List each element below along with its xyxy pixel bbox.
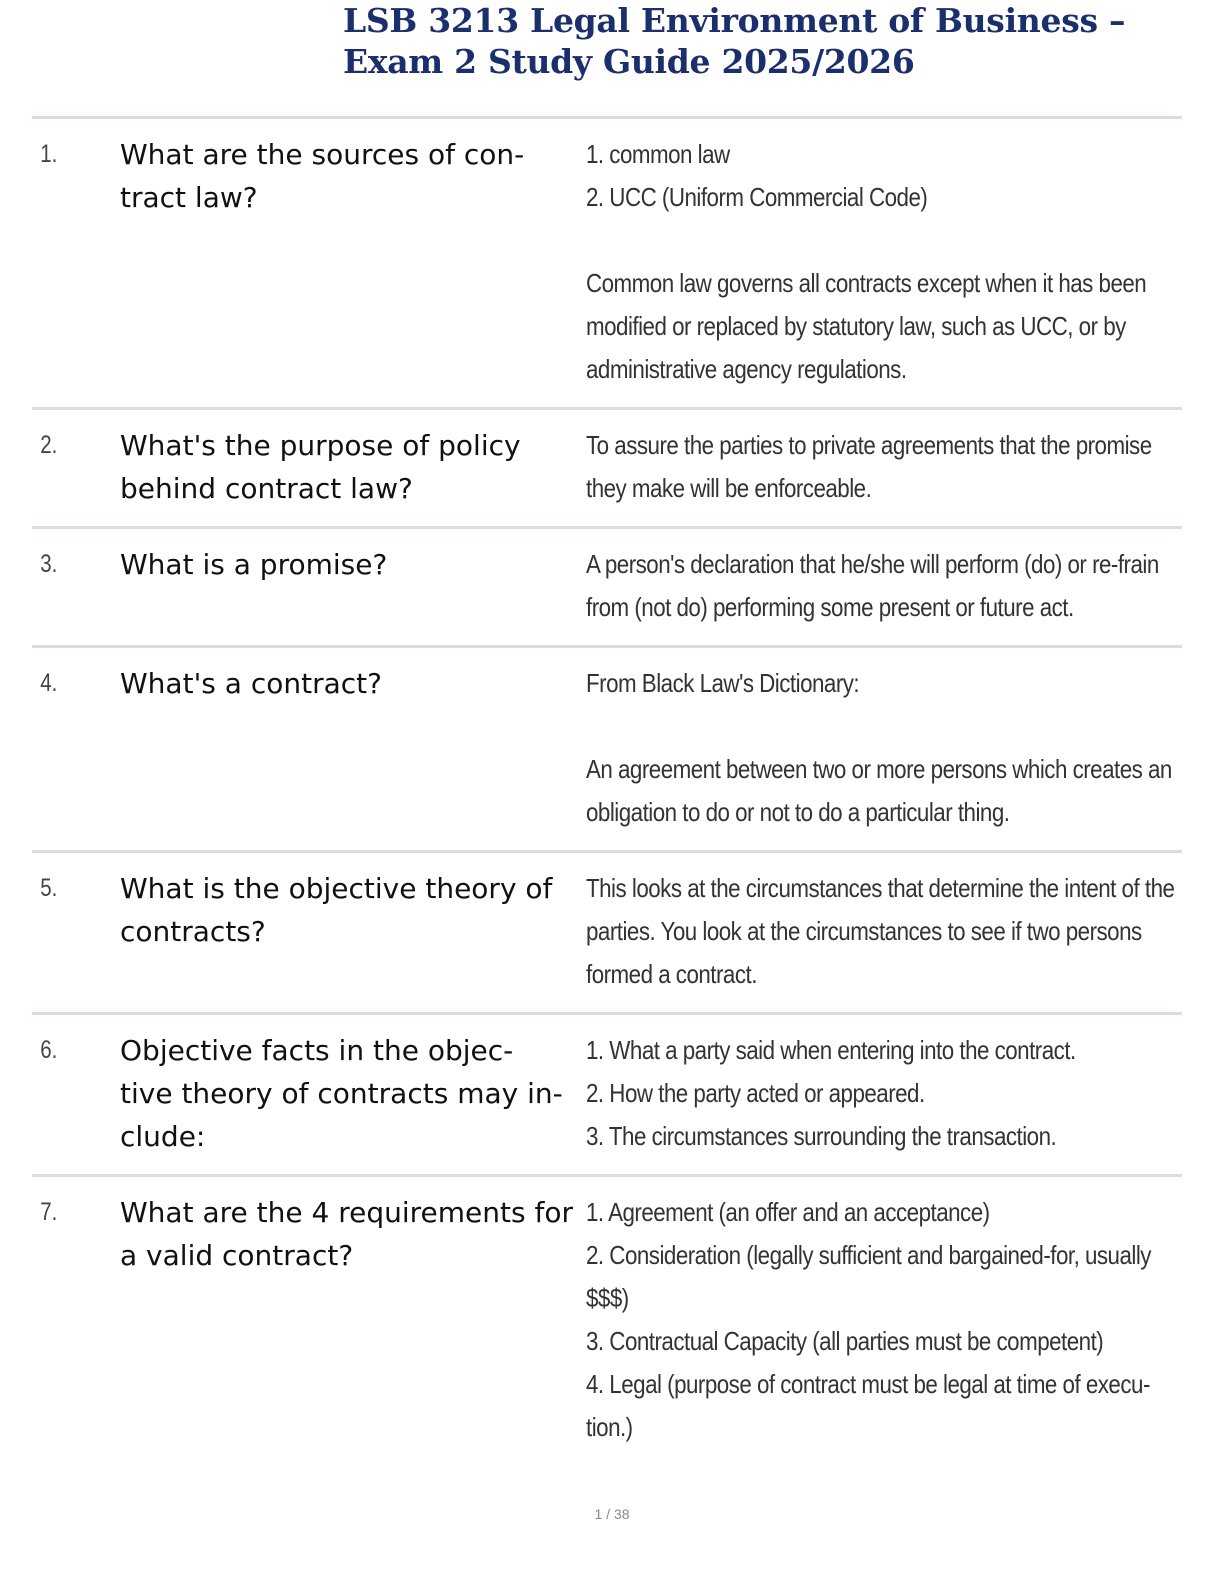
- item-number: 7.: [40, 1198, 58, 1226]
- title-line-1: LSB 3213 Legal Environment of Business –: [343, 1, 1126, 40]
- item-number: 6.: [40, 1036, 58, 1064]
- answer-text: A person's declaration that he/she will perform (do) or re-frain from (not do) performing some present or future act.: [586, 549, 1159, 622]
- answer-text: This looks at the circumstances that determine the intent of the parties. You look at the circumstances to see if two persons formed a contract.: [586, 873, 1175, 989]
- page-title: [343, 0, 1203, 82]
- answer-text: 1. What a party said when entering into the contract. 2. How the party acted or appeared. 3. The circumstances surrounding the transaction.: [586, 1035, 1076, 1151]
- question-text: What are the sources of con- tract law?: [120, 138, 525, 214]
- item-number: 5.: [40, 874, 58, 902]
- question-text: Objective facts in the objec- tive theory of contracts may in- clude:: [120, 1034, 563, 1153]
- item-number: 1.: [40, 140, 58, 168]
- item-number: 3.: [40, 550, 58, 578]
- question-text: What's a contract?: [120, 667, 382, 700]
- question-text: What is the objective theory of contracts?: [120, 872, 553, 948]
- flashcard-row: [32, 529, 1182, 648]
- question-text: What's the purpose of policy behind contract law?: [120, 429, 521, 505]
- flashcard-row: [32, 119, 1182, 410]
- item-number: 4.: [40, 669, 58, 697]
- answer-text: 1. common law 2. UCC (Uniform Commercial Code) Common law governs all contracts except when it has been modified or replaced by statutory law, such as UCC, or by administrative agency regulations.: [586, 139, 1147, 384]
- title-line-2: Exam 2 Study Guide 2025/2026: [343, 42, 915, 81]
- flashcard-row: [32, 410, 1182, 529]
- item-number: 2.: [40, 431, 58, 459]
- answer-text: 1. Agreement (an offer and an acceptance) 2. Consideration (legally sufficient and bargained-for, usually $$$) 3. Contractual Capacity (all parties must be competent) 4. Legal (purpose of contract must be legal at time of execu-tion.): [586, 1197, 1151, 1442]
- question-text: What are the 4 requirements for a valid contract?: [120, 1196, 573, 1272]
- flashcard-row: [32, 853, 1182, 1015]
- flashcard-row: [32, 1015, 1182, 1177]
- answer-text: From Black Law's Dictionary: An agreement between two or more persons which creates an obligation to do or not to do a particular thing.: [586, 668, 1172, 827]
- flashcard-row: [32, 648, 1182, 853]
- flashcard-list: [32, 116, 1182, 1465]
- page-indicator: 1 / 38: [594, 1506, 630, 1522]
- answer-text: To assure the parties to private agreements that the promise they make will be enforceable.: [586, 430, 1152, 503]
- question-text: What is a promise?: [120, 548, 388, 581]
- flashcard-row: [32, 1177, 1182, 1465]
